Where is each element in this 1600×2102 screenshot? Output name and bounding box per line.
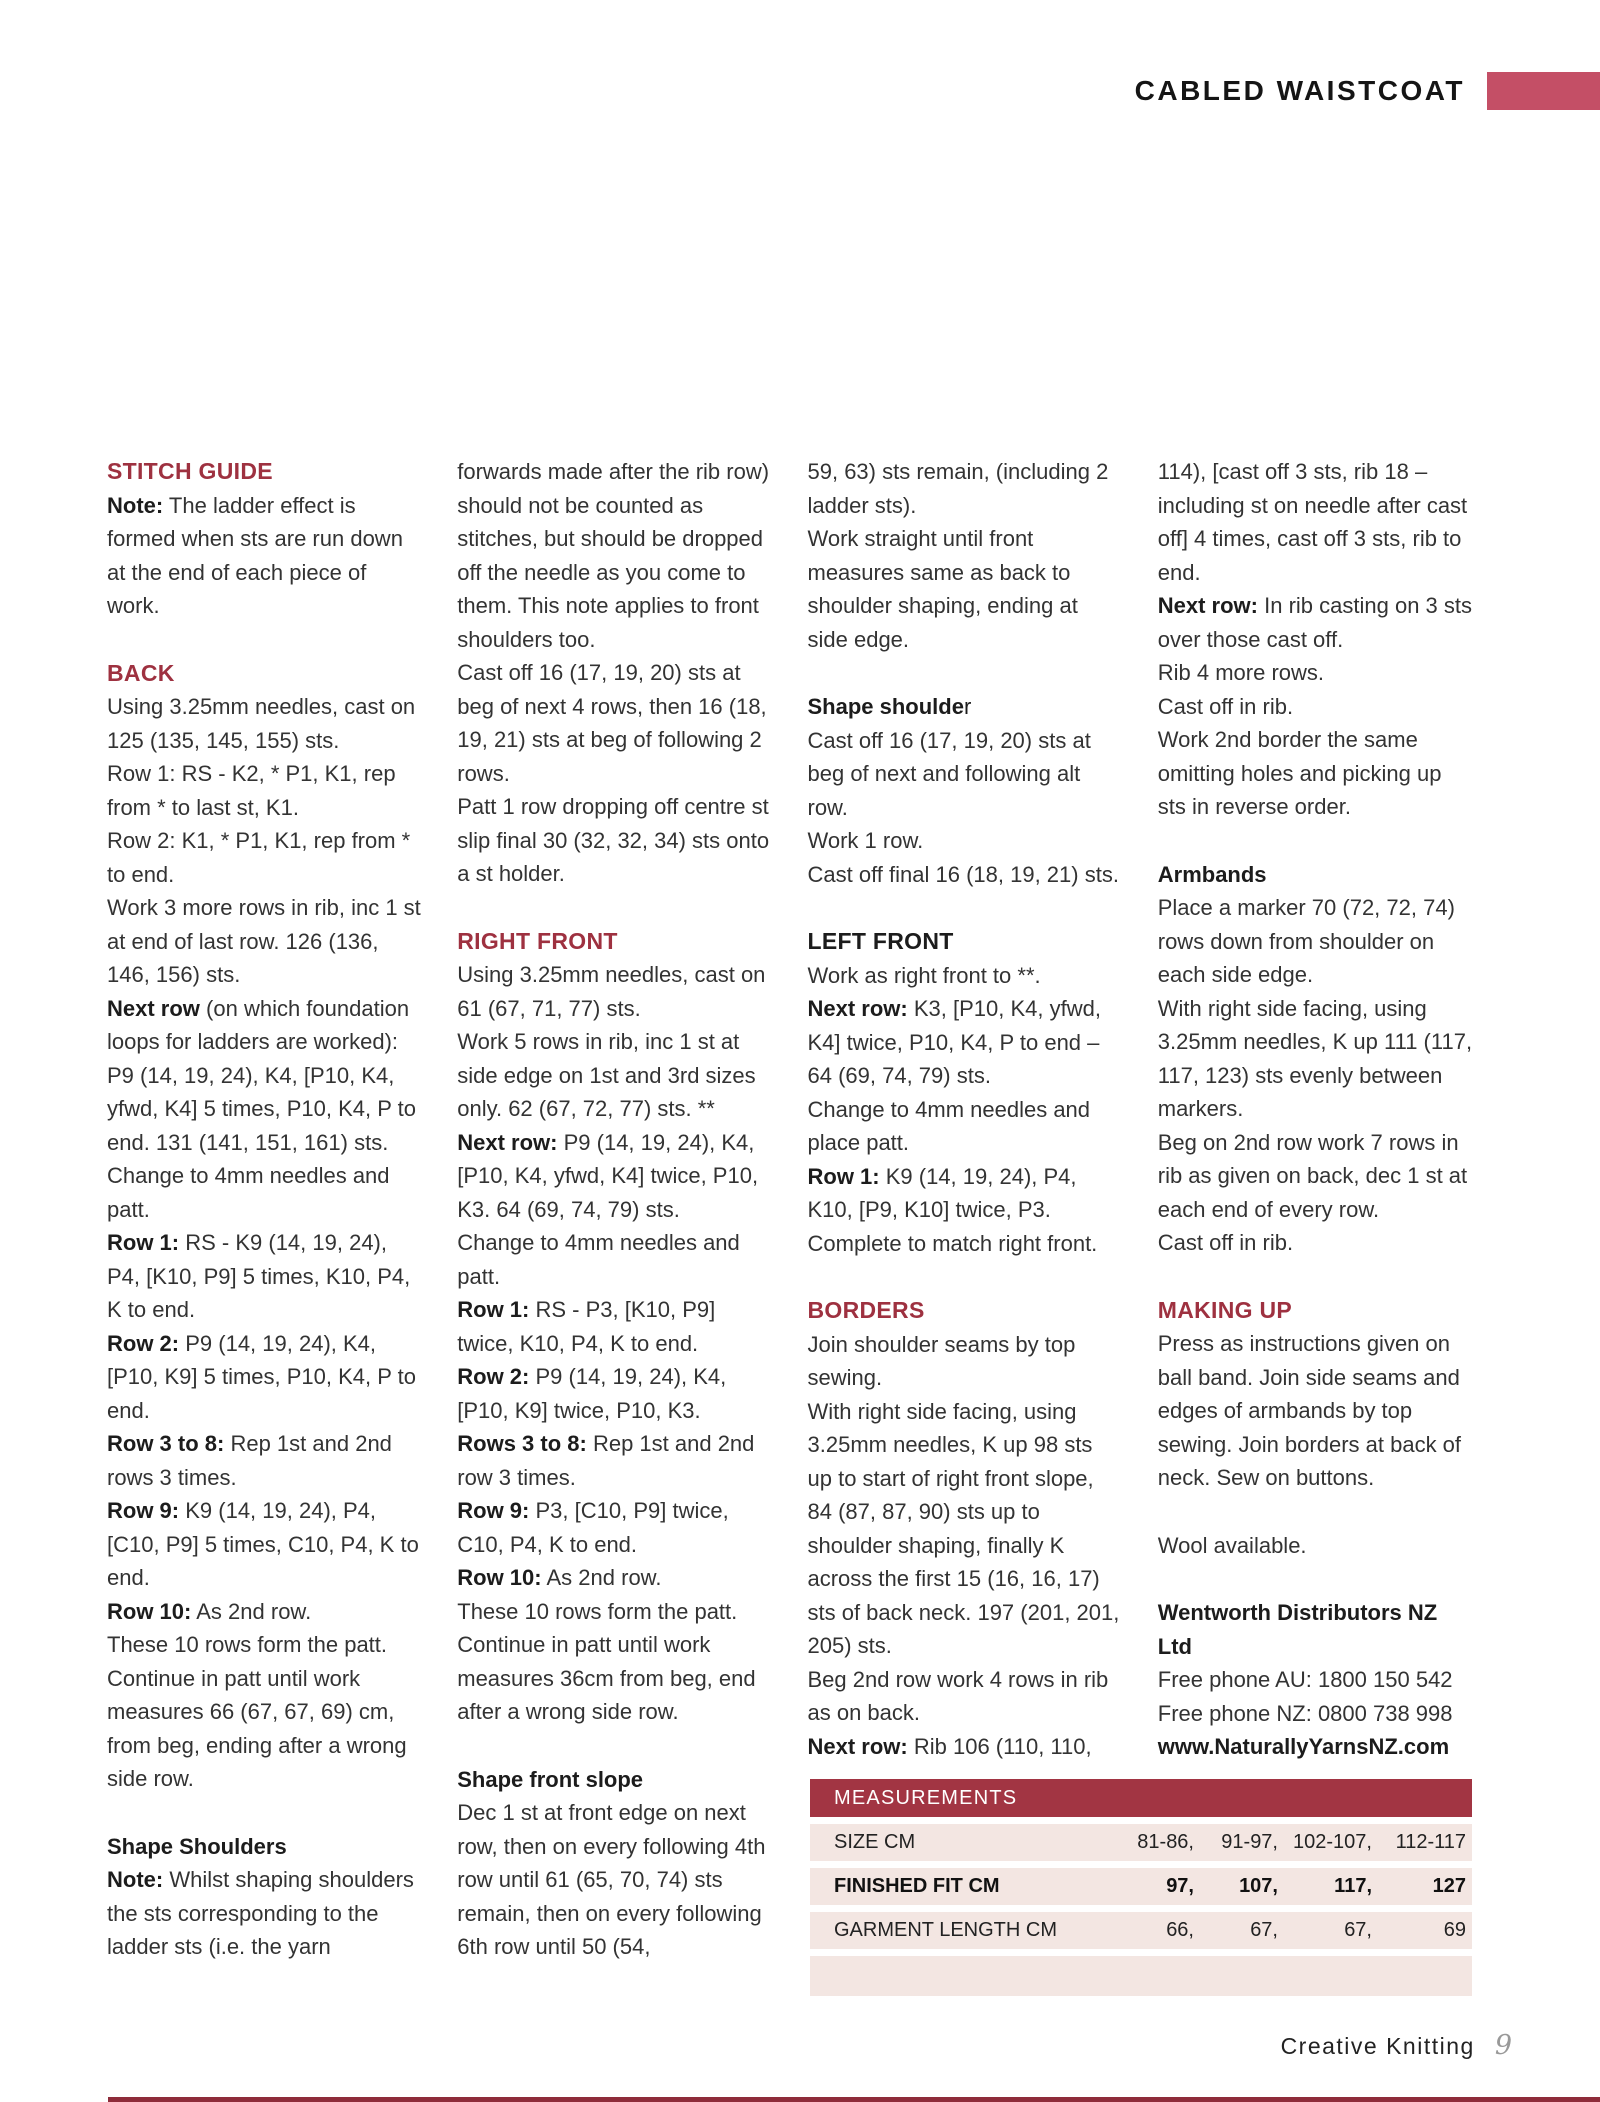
table-cell: 69 [1443,1919,1466,1941]
section-gap [1158,1562,1473,1596]
article-title: CABLED WAISTCOAT [1134,75,1465,106]
paragraph: Note: Whilst shaping shoulders the sts corresponding to the ladder sts (i.e. the yarn [107,1867,414,1959]
section-heading: LEFT FRONT [807,928,954,954]
section-gap [457,891,772,925]
section-heading: STITCH GUIDE [107,458,273,484]
paragraph: Change to 4mm needles and patt. [457,1230,740,1289]
paragraph: Row 1: K9 (14, 19, 24), P4, K10, [P9, K10] twice, P3. [807,1163,1077,1222]
paragraph: Next row: K3, [P10, K4, yfwd, K4] twice, P10, K4, P to end – 64 (69, 74, 79) sts. [807,996,1101,1088]
paragraph: With right side facing, using 3.25mm needles, K up 98 sts up to start of right front slope, 84 (87, 87, 90) sts up to shoulder shaping, finally K across the first 15 (16, 16, 17) sts of back neck. 197 (201, 201, 205) sts. [807,1398,1120,1658]
paragraph: Row 10: As 2nd row. [457,1565,662,1590]
paragraph: Work 2nd border the same omitting holes and picking up sts in reverse order. [1157,727,1442,819]
pattern-columns [107,455,1473,1964]
paragraph: Row 9: P3, [C10, P9] twice, C10, P4, K to end. [457,1498,729,1557]
section-heading: MAKING UP [1157,1296,1293,1323]
paragraph: Free phone NZ: 0800 738 998 [1157,1700,1453,1726]
table-cell: 67, [1250,1919,1278,1941]
section-gap [808,1260,1123,1294]
paragraph: Free phone AU: 1800 150 542 [1157,1667,1453,1692]
section-heading: RIGHT FRONT [457,927,618,954]
paragraph: www.NaturallyYarnsNZ.com [1157,1734,1450,1759]
page-number: 9 [1494,2030,1512,2061]
sub-heading: Shape front slope [457,1766,644,1792]
sub-heading: Armbands [1157,861,1267,887]
paragraph: Row 9: K9 (14, 19, 24), P4, [C10, P9] 5 times, C10, P4, K to end. [107,1498,419,1590]
accent-block [1487,72,1600,110]
paragraph: Row 2: K1, * P1, K1, rep from * to end. [107,828,411,887]
table-row-label: GARMENT LENGTH CM [834,1919,1057,1941]
table-row [810,1868,1472,1905]
paragraph: Work 5 rows in rib, inc 1 st at side edge on 1st and 3rd sizes only. 62 (67, 72, 77) sts. ** [457,1029,756,1121]
paragraph: Next row (on which foundation loops for ladders are worked): P9 (14, 19, 24), K4, [P10, K4, yfwd, K4] 5 times, P10, K4, P to end. 131 (141, 151, 161) sts. [107,995,416,1155]
table-cell: 67, [1344,1919,1372,1941]
page-header [0,72,1600,110]
table-row [810,1824,1472,1861]
paragraph: Row 3 to 8: Rep 1st and 2nd rows 3 times. [107,1431,392,1490]
table-empty-row [810,1956,1472,1996]
section-gap [107,623,422,657]
paragraph: Join shoulder seams by top sewing. [807,1331,1076,1390]
paragraph: Work 3 more rows in rib, inc 1 st at end of last row. 126 (136, 146, 156) sts. [107,895,421,987]
table-row-label: SIZE CM [834,1831,916,1853]
paragraph: 114), [cast off 3 sts, rib 18 – including st on needle after cast off] 4 times, cast off 3 sts, rib to end. [1157,459,1468,585]
paragraph: Row 2: P9 (14, 19, 24), K4, [P10, K9] 5 times, P10, K4, P to end. [107,1330,416,1423]
section-gap [1158,824,1473,858]
paragraph: Change to 4mm needles and patt. [107,1163,390,1222]
section-gap [457,1729,772,1763]
paragraph: Row 1: RS - P3, [K10, P9] twice, K10, P4, K to end. [457,1297,716,1356]
table-cell: 117, [1334,1875,1372,1897]
paragraph: Dec 1 st at front edge on next row, then on every following 4th row until 61 (65, 70, 74) sts remain, then on every following 6th row until 50 (54, [457,1800,766,1959]
paragraph: Row 1: RS - K2, * P1, K1, rep from * to last st, K1. [107,761,396,820]
section-gap [808,891,1123,925]
section-heading: BORDERS [807,1297,925,1323]
paragraph: Note: The ladder effect is formed when sts are run down at the end of each piece of work. [107,492,403,618]
paragraph: Using 3.25mm needles, cast on 61 (67, 71, 77) sts. [457,962,766,1021]
paragraph: Cast off 16 (17, 19, 20) sts at beg of next and following alt row. [807,727,1091,820]
column-1 [107,455,422,1964]
table-cell: 91-97, [1221,1831,1278,1853]
table-cell: 107, [1239,1875,1278,1897]
measurements-rows [810,1824,1472,1996]
paragraph: Beg on 2nd row work 7 rows in rib as given on back, dec 1 st at each end of every row. [1157,1129,1468,1222]
paragraph: Wool available. [1157,1532,1307,1558]
table-cell: 97, [1166,1875,1194,1897]
paragraph: These 10 rows form the patt. [457,1598,738,1624]
paragraph: Row 2: P9 (14, 19, 24), K4, [P10, K9] twice, P10, K3. [457,1364,727,1423]
paragraph: Cast off 16 (17, 19, 20) sts at beg of next 4 rows, then 16 (18, 19, 21) sts at beg of following 2 rows. [457,660,767,786]
paragraph: Row 10: As 2nd row. [107,1598,312,1624]
measurements-title: MEASUREMENTS [834,1786,1018,1809]
bottom-rule [108,2097,1600,2102]
sub-heading: Shape Shoulders [107,1833,287,1859]
section-gap [808,656,1123,690]
paragraph: Next row: Rib 106 (110, 110, [807,1733,1092,1759]
table-cell: 81-86, [1137,1831,1194,1853]
paragraph: Beg 2nd row work 4 rows in rib as on back. [807,1666,1109,1725]
paragraph: Work straight until front measures same as back to shoulder shaping, ending at side edge. [807,526,1078,652]
paragraph: Work as right front to **. [807,962,1041,988]
paragraph: With right side facing, using 3.25mm needles, K up 111 (117, 117, 123) sts evenly between markers. [1157,995,1473,1121]
table-row-label: FINISHED FIT CM [834,1875,1000,1897]
paragraph: Rib 4 more rows. [1157,660,1325,685]
section-gap [107,1796,422,1830]
measurements-table-header [810,1779,1472,1817]
paragraph: Continue in patt until work measures 66 (67, 67, 69) cm, from beg, ending after a wrong side row. [107,1665,407,1791]
paragraph: These 10 rows form the patt. [107,1632,388,1657]
column-4 [1158,455,1473,1964]
paragraph: Rows 3 to 8: Rep 1st and 2nd row 3 times. [457,1431,755,1490]
paragraph: forwards made after the rib row) should not be counted as stitches, but should be dropped off the needle as you come to them. This note applies to front shoulders too. [457,459,770,652]
paragraph: Row 1: RS - K9 (14, 19, 24), P4, [K10, P9] 5 times, K10, P4, K to end. [107,1230,411,1322]
column-3 [808,455,1123,1964]
paragraph: 59, 63) sts remain, (including 2 ladder sts). [807,459,1109,518]
paragraph: Complete to match right front. [807,1230,1098,1256]
section-gap [1158,1495,1473,1529]
paragraph: Next row: P9 (14, 19, 24), K4, [P10, K4, yfwd, K4] twice, P10, K3. 64 (69, 74, 79) sts. [457,1129,759,1222]
column-2 [457,455,772,1964]
page-footer [1281,2030,1512,2061]
paragraph: Place a marker 70 (72, 72, 74) rows down from shoulder on each side edge. [1157,895,1455,987]
table-cell: 112-117 [1395,1831,1466,1853]
table-cell: 102-107, [1293,1831,1372,1853]
paragraph: Work 1 row. [807,828,924,853]
paragraph: Cast off in rib. [1157,693,1294,719]
table-row [810,1912,1472,1949]
magazine-name: Creative Knitting [1280,2033,1475,2059]
paragraph: Patt 1 row dropping off centre st slip final 30 (32, 32, 34) sts onto a st holder. [457,794,770,886]
paragraph: Change to 4mm needles and place patt. [807,1096,1091,1155]
paragraph: Press as instructions given on ball band. Join side seams and edges of armbands by top sewing. Join borders at back of neck. Sew on buttons. [1157,1331,1462,1490]
paragraph: Cast off final 16 (18, 19, 21) sts. [807,861,1119,887]
table-cell: 127 [1432,1875,1466,1897]
paragraph: Wentworth Distributors NZ Ltd [1157,1600,1438,1659]
paragraph: Next row: In rib casting on 3 sts over those cast off. [1157,593,1472,652]
sub-heading: Shape shoulder [807,694,972,719]
table-cell: 66, [1166,1919,1194,1941]
section-heading: BACK [107,659,175,686]
paragraph: Using 3.25mm needles, cast on 125 (135, 145, 155) sts. [107,694,416,753]
paragraph: Continue in patt until work measures 36cm from beg, end after a wrong side row. [457,1632,756,1724]
paragraph: Cast off in rib. [1157,1230,1294,1255]
section-gap [1158,1260,1473,1294]
measurements-table [810,1779,1472,1996]
